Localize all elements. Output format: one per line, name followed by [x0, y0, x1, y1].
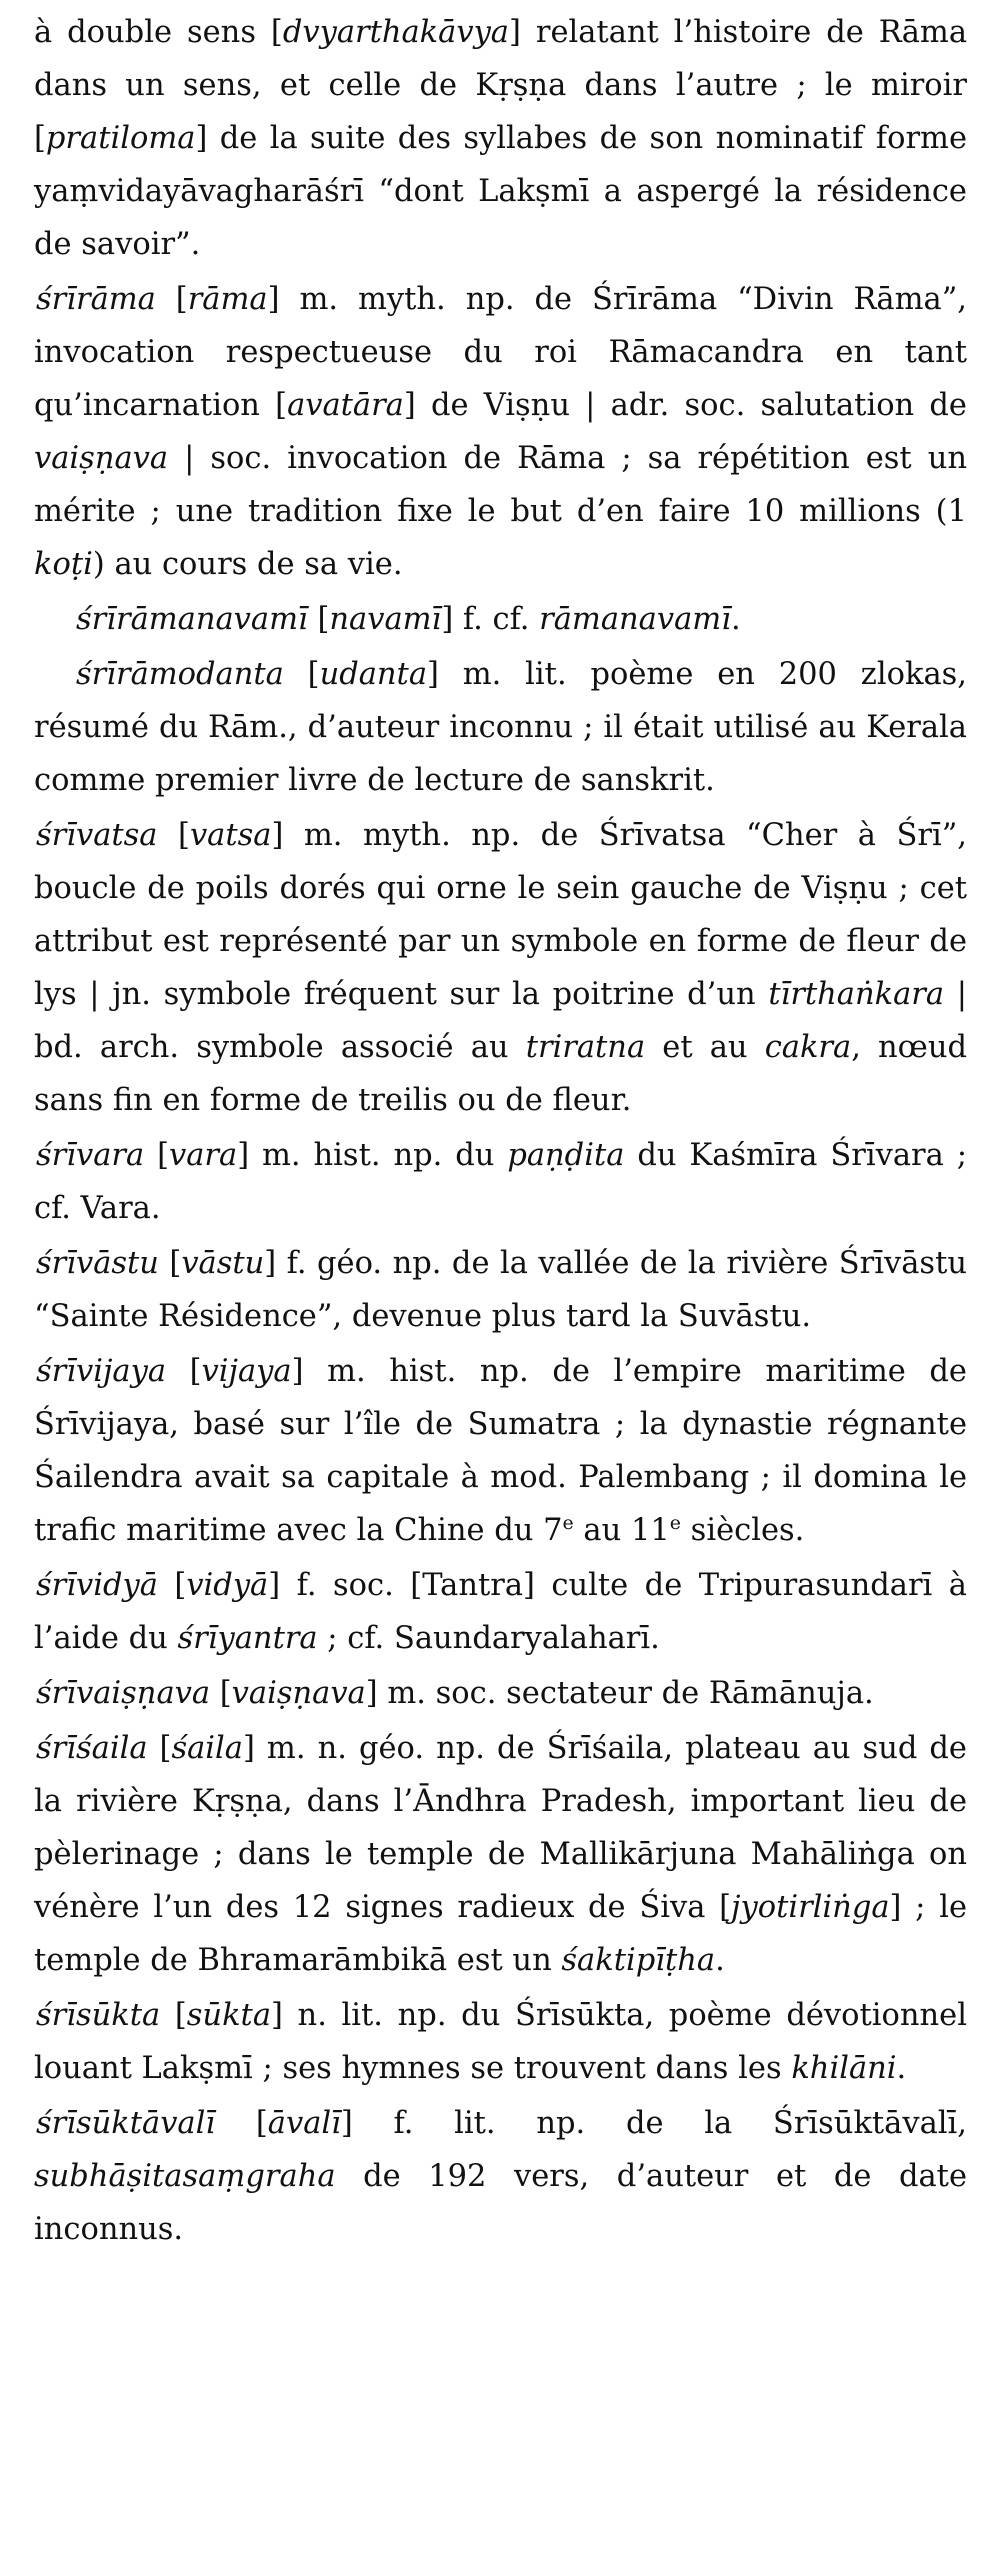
entry-text: ] m. soc. sectateur de Rāmānuja.: [365, 1676, 874, 1711]
entry-headword: śrīvaiṣṇava: [36, 1676, 211, 1711]
entry-headword: śrīśaila: [36, 1731, 148, 1766]
entry-text: .: [715, 1943, 725, 1978]
italic-term: vaiṣṇava: [34, 441, 169, 476]
entry-text: ] m. hist. np. du: [237, 1138, 508, 1173]
entry-text: ] de Viṣṇu | adr. soc. salutation de: [403, 388, 967, 423]
entry-text: ] relatant l’histoire de Rāma dans un sens, et celle de Kṛṣṇa dans l’autre ; le miroir [: [34, 15, 967, 156]
entry-text: [: [307, 602, 330, 637]
entry-text: .: [896, 2051, 907, 2086]
entry-headword: śrīvatsa: [36, 818, 158, 853]
italic-term: śaila: [171, 1731, 243, 1766]
dictionary-entry: [34, 1559, 967, 1665]
dictionary-entry: [34, 1345, 967, 1557]
italic-term: subhāṣitasaṃgraha: [34, 2159, 336, 2194]
entry-text: de 192 vers, d’auteur et de date inconnus.: [34, 2159, 967, 2247]
ordinal-superscript: e: [562, 1511, 574, 1534]
entry-headword: śrīvara: [36, 1138, 145, 1173]
entry-text: ] f. cf.: [441, 602, 540, 637]
entry-text: [: [155, 282, 188, 317]
entry-text: siècles.: [680, 1513, 805, 1548]
italic-term: dvyarthakāvya: [282, 15, 509, 50]
entry-text: du Kaśmīra Śrīvara ; cf. Vara.: [34, 1138, 967, 1226]
italic-term: śrīyantra: [177, 1621, 318, 1656]
entry-text: ] f. géo. np. de la vallée de la rivière Śrīvāstu “Sainte Résidence”, devenue plus tard la Suvāstu.: [34, 1246, 967, 1334]
entry-text: [: [160, 1998, 187, 2033]
italic-term: vāstu: [181, 1246, 265, 1281]
italic-term: vara: [169, 1138, 238, 1173]
ordinal-superscript: e: [669, 1511, 681, 1534]
dictionary-entry: [34, 593, 967, 646]
italic-term: pratiloma: [45, 121, 196, 156]
entry-text: et au: [645, 1030, 765, 1065]
italic-term: koṭi: [34, 547, 93, 582]
entry-text: ] n. lit. np. du Śrīsūkta, poème dévotionnel louant Lakṣmī ; ses hymnes se trouvent dans les: [34, 1998, 967, 2086]
italic-term: vijaya: [201, 1354, 292, 1389]
entry-text: à double sens [: [34, 15, 283, 50]
dictionary-entry: [34, 1129, 967, 1235]
entry-text: .: [730, 602, 741, 637]
entry-text: ] m. hist. np. de l’empire maritime de Śrīvijaya, basé sur l’île de Sumatra ; la dynastie régnante Śailendra avait sa capitale à mod. Palembang ; il domina le trafic maritime avec la Chine du 7: [34, 1354, 967, 1548]
dictionary-entry: [34, 1722, 967, 1987]
italic-term: avatāra: [287, 388, 404, 423]
entry-text: au 11: [573, 1513, 670, 1548]
italic-term: rāmanavamī: [539, 602, 731, 637]
dictionary-entry: [34, 1989, 967, 2095]
italic-term: tīrthaṅkara: [768, 977, 945, 1012]
italic-term: udanta: [319, 657, 427, 692]
italic-term: sūkta: [186, 1998, 271, 2033]
italic-term: triratna: [525, 1030, 646, 1065]
entry-text: ] f. lit. np. de la Śrīsūktāvalī,: [340, 2106, 967, 2141]
italic-term: āvalī: [267, 2106, 341, 2141]
entry-text: [: [158, 1246, 182, 1281]
entry-text: ; cf. Saundaryalaharī.: [317, 1621, 660, 1656]
italic-term: rāma: [187, 282, 268, 317]
dictionary-entry: [34, 2097, 967, 2256]
entry-text: ] m. lit. poème en 200 zlokas, résumé du Rām., d’auteur inconnu ; il était utilisé au Kerala comme premier livre de lecture de sanskrit.: [34, 657, 967, 798]
entry-text: ] m. n. géo. np. de Śrīśaila, plateau au sud de la rivière Kṛṣṇa, dans l’Āndhra Pradesh, important lieu de pèlerinage ; dans le temple de Mallikārjuna Mahāliṅga on vénère l’un des 12 signes radieux de Śiva [: [34, 1731, 967, 1925]
entry-text: [: [210, 1676, 232, 1711]
italic-term: vatsa: [189, 818, 272, 853]
entry-headword: śrīvidyā: [36, 1568, 158, 1603]
entry-text: , nœud sans fin en forme de treilis ou de fleur.: [34, 1030, 968, 1118]
entry-headword: śrīvijaya: [36, 1354, 167, 1389]
entry-headword: śrīsūkta: [36, 1998, 161, 2033]
italic-term: jyotirliṅga: [731, 1890, 890, 1925]
dictionary-entry: [34, 1237, 967, 1343]
dictionary-entry: [34, 273, 967, 591]
entry-text: ] f. soc. [Tantra] culte de Tripurasundarī à l’aide du: [34, 1568, 967, 1656]
entry-text: [: [215, 2106, 268, 2141]
entry-text: [: [147, 1731, 172, 1766]
entry-text: | bd. arch. symbole associé au: [34, 977, 967, 1065]
dictionary-entry: [34, 809, 967, 1127]
italic-term: śaktipīṭha: [561, 1943, 716, 1978]
entry-headword: śrīrāmanavamī: [76, 602, 308, 637]
italic-term: vidyā: [186, 1568, 269, 1603]
dictionary-entry: [34, 648, 967, 807]
entry-text: ) au cours de sa vie.: [92, 547, 403, 582]
entry-text: ] m. myth. np. de Śrīrāma “Divin Rāma”, invocation respectueuse du roi Rāmacandra en tant qu’incarnation [: [34, 282, 967, 423]
entry-text: [: [157, 1568, 187, 1603]
entry-text: [: [157, 818, 190, 853]
continuation-paragraph: [34, 0, 967, 271]
italic-term: cakra: [764, 1030, 852, 1065]
italic-term: paṇḍita: [507, 1138, 625, 1173]
entry-headword: śrīrāmodanta: [76, 657, 284, 692]
italic-term: khilāni: [791, 2051, 897, 2086]
entry-text: | soc. invocation de Rāma ; sa répétition est un mérite ; une tradition fixe le but d’en faire 10 millions (1: [34, 441, 967, 529]
entry-headword: śrīrāma: [36, 282, 156, 317]
entry-text: ] de la suite des syllabes de son nominatif forme yaṃvidayāvagharāśrī “dont Lakṣmī a aspergé la résidence de savoir”.: [34, 121, 967, 262]
italic-term: navamī: [329, 602, 442, 637]
entry-headword: śrīvāstu: [36, 1246, 159, 1281]
entry-text: [: [144, 1138, 169, 1173]
entry-text: [: [166, 1354, 202, 1389]
italic-term: vaiṣṇava: [231, 1676, 366, 1711]
entry-text: [: [283, 657, 320, 692]
dictionary-entry: [34, 1667, 967, 1720]
entry-headword: śrīsūktāvalī: [36, 2106, 216, 2141]
entry-text: ] m. myth. np. de Śrīvatsa “Cher à Śrī”, boucle de poils dorés qui orne le sein gauche de Viṣṇu ; cet attribut est représenté par un symbole en forme de fleur de lys | jn. symbole fréquent sur la poitrine d’un: [34, 818, 967, 1012]
entry-text: ] ; le temple de Bhramarāmbikā est un: [34, 1890, 968, 1978]
